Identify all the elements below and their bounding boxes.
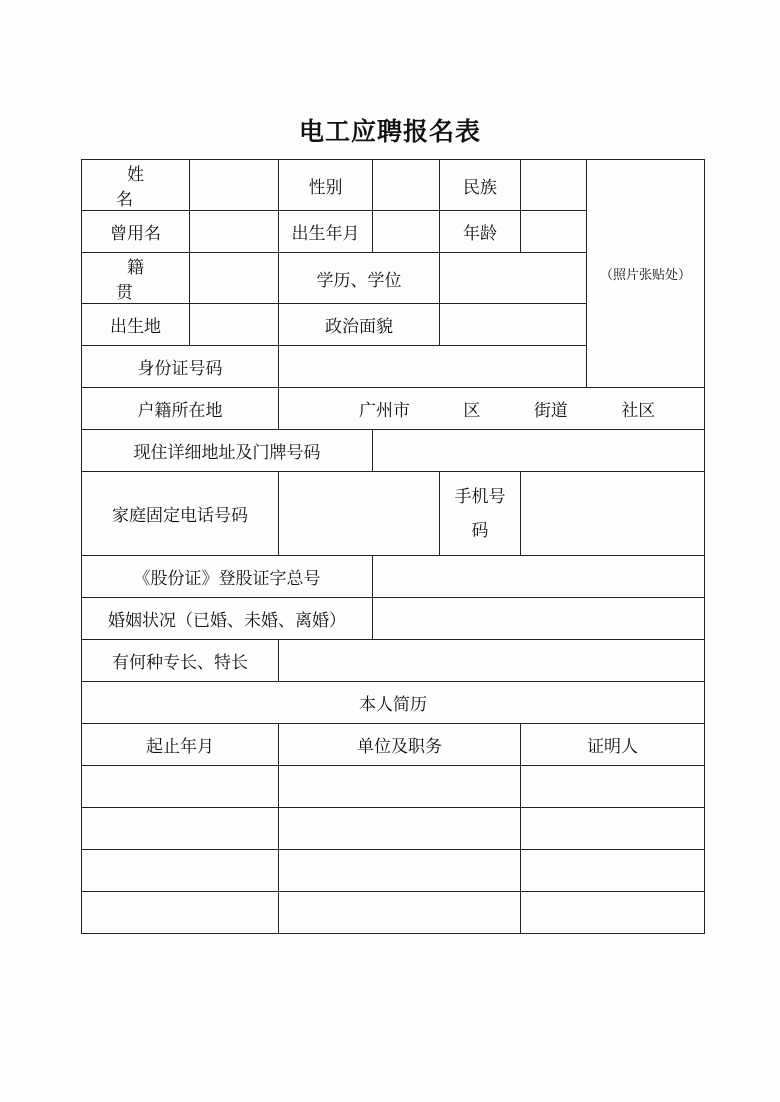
resume-row: [82, 850, 705, 892]
photo-area[interactable]: （照片张贴处）: [587, 160, 705, 388]
label-education: 学历、学位: [279, 253, 440, 304]
label-native-place: 籍 贯: [82, 253, 190, 304]
resume-row: [82, 808, 705, 850]
label-age: 年龄: [440, 211, 521, 253]
field-ethnicity[interactable]: [521, 160, 587, 211]
field-political-status[interactable]: [440, 304, 587, 346]
resume-row: [82, 892, 705, 934]
section-resume-title: 本人简历: [82, 682, 705, 724]
field-gender[interactable]: [373, 160, 440, 211]
label-name: 姓 名: [82, 160, 190, 211]
label-former-name: 曾用名: [82, 211, 190, 253]
label-mobile-line1: 手机号: [454, 486, 506, 507]
label-household: 户籍所在地: [82, 388, 279, 430]
label-birth-date: 出生年月: [279, 211, 373, 253]
label-birthplace: 出生地: [82, 304, 190, 346]
field-id-number[interactable]: [279, 346, 587, 388]
form-table: [81, 159, 705, 934]
field-birth-date[interactable]: [373, 211, 440, 253]
household-community: 社区: [621, 401, 656, 421]
label-marital: 婚姻状况（已婚、未婚、离婚）: [82, 598, 373, 640]
resume-employer-cell[interactable]: [279, 892, 521, 934]
field-share-cert[interactable]: [373, 556, 705, 598]
field-household[interactable]: [279, 388, 705, 430]
field-home-phone[interactable]: [279, 472, 440, 556]
label-specialty: 有何种专长、特长: [82, 640, 279, 682]
label-address: 现住详细地址及门牌号码: [82, 430, 373, 472]
field-education[interactable]: [440, 253, 587, 304]
resume-period-cell[interactable]: [82, 808, 279, 850]
resume-witness-cell[interactable]: [521, 808, 705, 850]
resume-employer-cell[interactable]: [279, 850, 521, 892]
label-home-phone: 家庭固定电话号码: [82, 472, 279, 556]
application-form: [81, 159, 705, 934]
resume-employer-cell[interactable]: [279, 808, 521, 850]
label-mobile-line2: 码: [471, 520, 489, 541]
field-address[interactable]: [373, 430, 705, 472]
field-name[interactable]: [190, 160, 279, 211]
household-district: 区: [463, 401, 481, 421]
header-employer-post: 单位及职务: [279, 724, 521, 766]
field-marital[interactable]: [373, 598, 705, 640]
field-former-name[interactable]: [190, 211, 279, 253]
field-mobile[interactable]: [521, 472, 705, 556]
resume-employer-cell[interactable]: [279, 766, 521, 808]
field-birthplace[interactable]: [190, 304, 279, 346]
resume-period-cell[interactable]: [82, 766, 279, 808]
header-witness: 证明人: [521, 724, 705, 766]
label-ethnicity: 民族: [440, 160, 521, 211]
resume-row: [82, 766, 705, 808]
label-gender: 性别: [279, 160, 373, 211]
resume-witness-cell[interactable]: [521, 766, 705, 808]
field-age[interactable]: [521, 211, 587, 253]
resume-period-cell[interactable]: [82, 850, 279, 892]
resume-witness-cell[interactable]: [521, 850, 705, 892]
label-id-number: 身份证号码: [82, 346, 279, 388]
field-specialty[interactable]: [279, 640, 705, 682]
page-title: 电工应聘报名表: [298, 117, 481, 146]
resume-witness-cell[interactable]: [521, 892, 705, 934]
field-native-place[interactable]: [190, 253, 279, 304]
label-mobile: [440, 472, 521, 556]
resume-period-cell[interactable]: [82, 892, 279, 934]
household-street: 街道: [533, 401, 568, 421]
label-political-status: 政治面貌: [279, 304, 440, 346]
household-city: 广州市: [359, 401, 410, 421]
header-period: 起止年月: [82, 724, 279, 766]
label-share-cert: 《股份证》登股证字总号: [82, 556, 373, 598]
